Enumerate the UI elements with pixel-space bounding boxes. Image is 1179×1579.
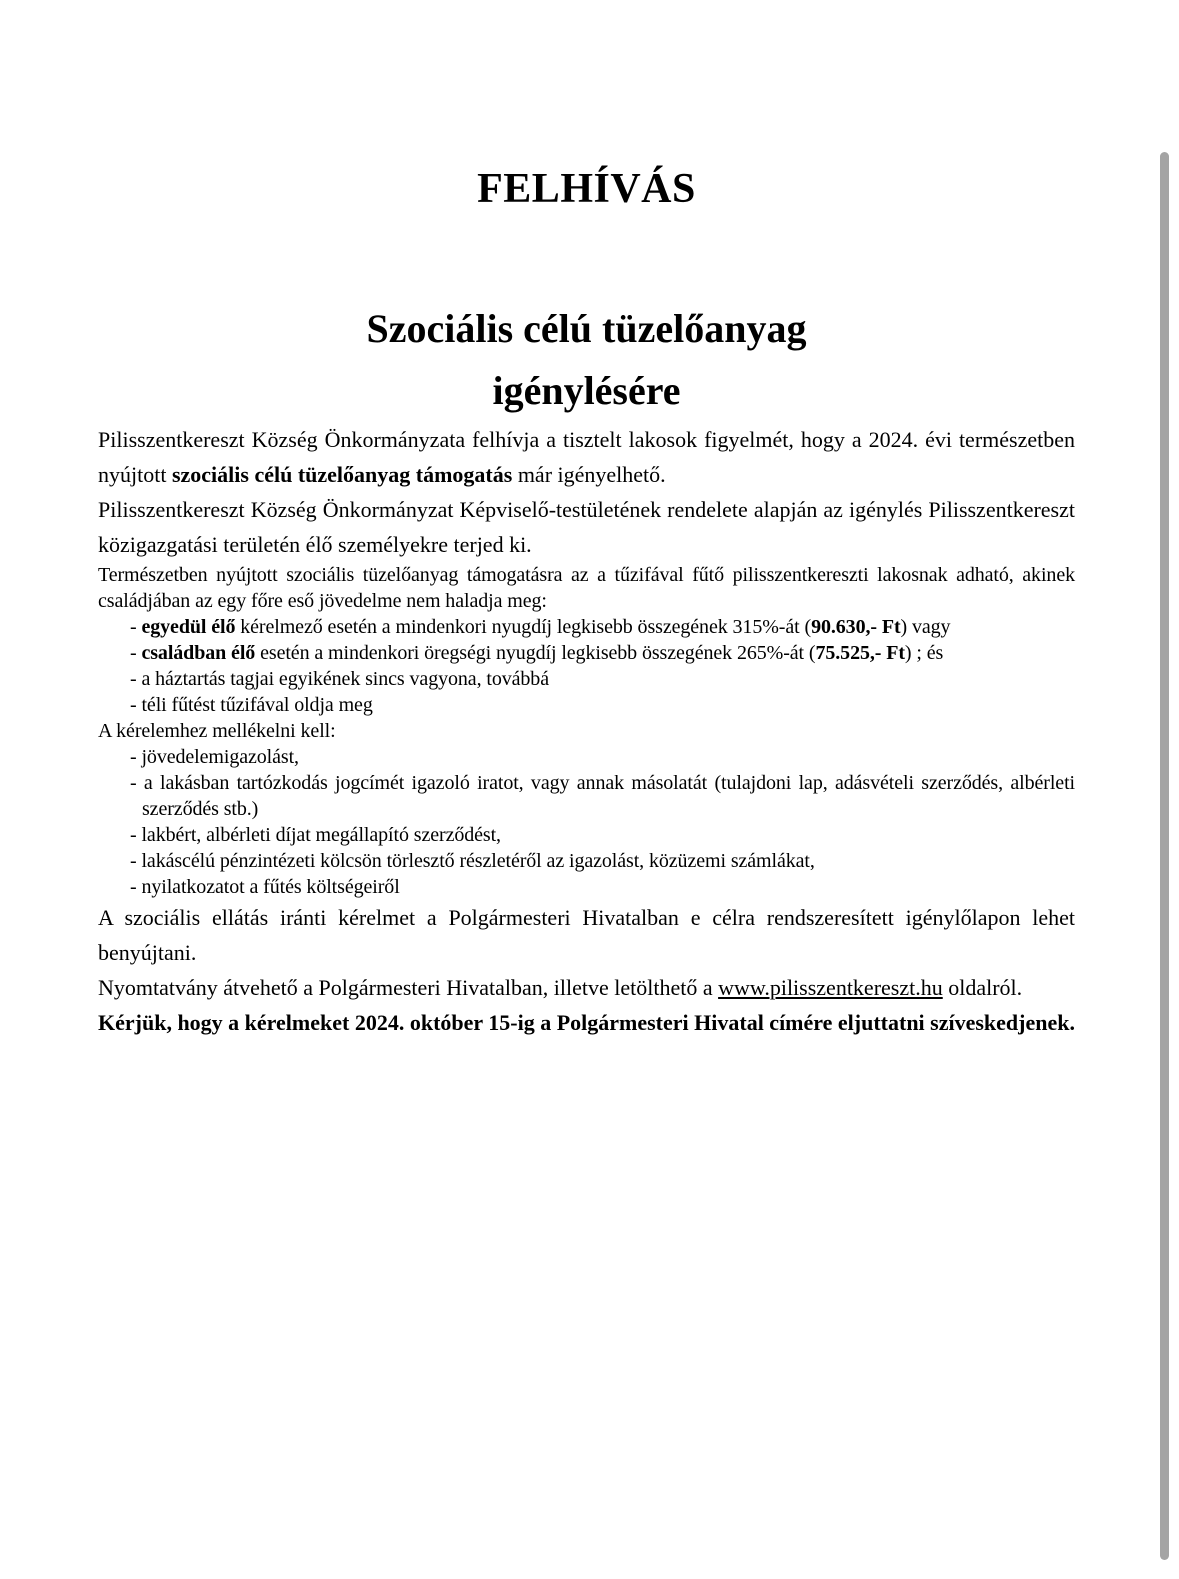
list-item-income-certificate: - jövedelemigazolást, <box>130 746 299 768</box>
forms-paragraph <box>98 970 1075 1005</box>
website-link[interactable]: www.pilisszentkereszt.hu <box>718 975 943 1000</box>
page-title: FELHÍVÁS <box>477 166 696 212</box>
forms-text-pre: Nyomtatvány átvehető a Polgármesteri Hivatalban, illetve letölthető a <box>98 975 719 1000</box>
list-item-heating-declaration: - nyilatkozatot a fűtés költségeiről <box>130 876 400 898</box>
bold-term: családban élő <box>141 642 256 664</box>
list-item-family <box>98 640 1075 666</box>
list-item-residence-document: - a lakásban tartózkodás jogcímét igazoló iratot, vagy annak másolatát (tulajdoni lap, adásvételi szerződés, albérleti szerződés stb.) <box>130 772 1075 820</box>
intro-text-pre: Pilisszentkereszt Község Önkormányzata felhívja a tisztelt lakosok figyelmét, hogy a 2024. évi természetben nyújtott <box>98 427 1075 487</box>
item-text-post: ) vagy <box>900 616 951 638</box>
page-subtitle <box>98 298 1075 422</box>
submission-paragraph: A szociális ellátás iránti kérelmet a Polgármesteri Hivatalban e célra rendszeresített igénylőlapon lehet benyújtani. <box>98 905 1075 965</box>
intro-text-bold: szociális célú tüzelőanyag támogatás <box>171 462 513 487</box>
list-item-single-person <box>98 614 1075 640</box>
deadline-paragraph: Kérjük, hogy a kérelmeket 2024. október 15-ig a Polgármesteri Hivatal címére eljuttatni szíveskedjenek. <box>98 1010 1075 1035</box>
amount-value: 90.630,- Ft <box>811 616 901 638</box>
attachments-list <box>98 744 1075 900</box>
eligibility-list <box>98 614 1075 718</box>
dash-prefix: - <box>130 616 142 638</box>
page-subtitle-line-2: igénylésére <box>492 368 681 413</box>
page-subtitle-line-1: Szociális célú tüzelőanyag <box>366 306 807 351</box>
list-item-loan-utilities: - lakáscélú pénzintézeti kölcsön törlesztő részletéről az igazolást, közüzemi számlákat, <box>130 850 815 872</box>
list-item-rent-contract: - lakbért, albérleti díjat megállapító szerződést, <box>130 824 501 846</box>
vertical-scrollbar-thumb[interactable] <box>1160 152 1169 1560</box>
list-item-no-assets: - a háztartás tagjai egyikének sincs vagyona, továbbá <box>130 668 549 690</box>
intro-text-post: már igényelhető. <box>512 462 666 487</box>
attachments-heading: A kérelemhez mellékelni kell: <box>98 720 336 742</box>
eligibility-lead-paragraph: Természetben nyújtott szociális tüzelőanyag támogatásra az a tűzifával fűtő pilisszentkereszti lakosnak adható, akinek családjában az egy főre eső jövedelme nem haladja meg: <box>98 564 1075 612</box>
item-text: esetén a mindenkori öregségi nyugdíj legkisebb összegének 265%-át ( <box>255 642 816 664</box>
item-text: kérelmező esetén a mindenkori nyugdíj legkisebb összegének 315%-át ( <box>235 616 812 638</box>
item-text-post: ) ; és <box>904 642 944 664</box>
bold-term: egyedül élő <box>141 616 236 638</box>
forms-text-post: oldalról. <box>942 975 1023 1000</box>
dash-prefix: - <box>130 642 142 664</box>
intro-paragraph <box>98 422 1075 492</box>
scope-paragraph: Pilisszentkereszt Község Önkormányzat Képviselő-testületének rendelete alapján az igénylés Pilisszentkereszt közigazgatási területén élő személyekre terjed ki. <box>98 497 1075 557</box>
amount-value: 75.525,- Ft <box>815 642 905 664</box>
list-item-firewood-heating: - téli fűtést tűzifával oldja meg <box>130 694 373 716</box>
